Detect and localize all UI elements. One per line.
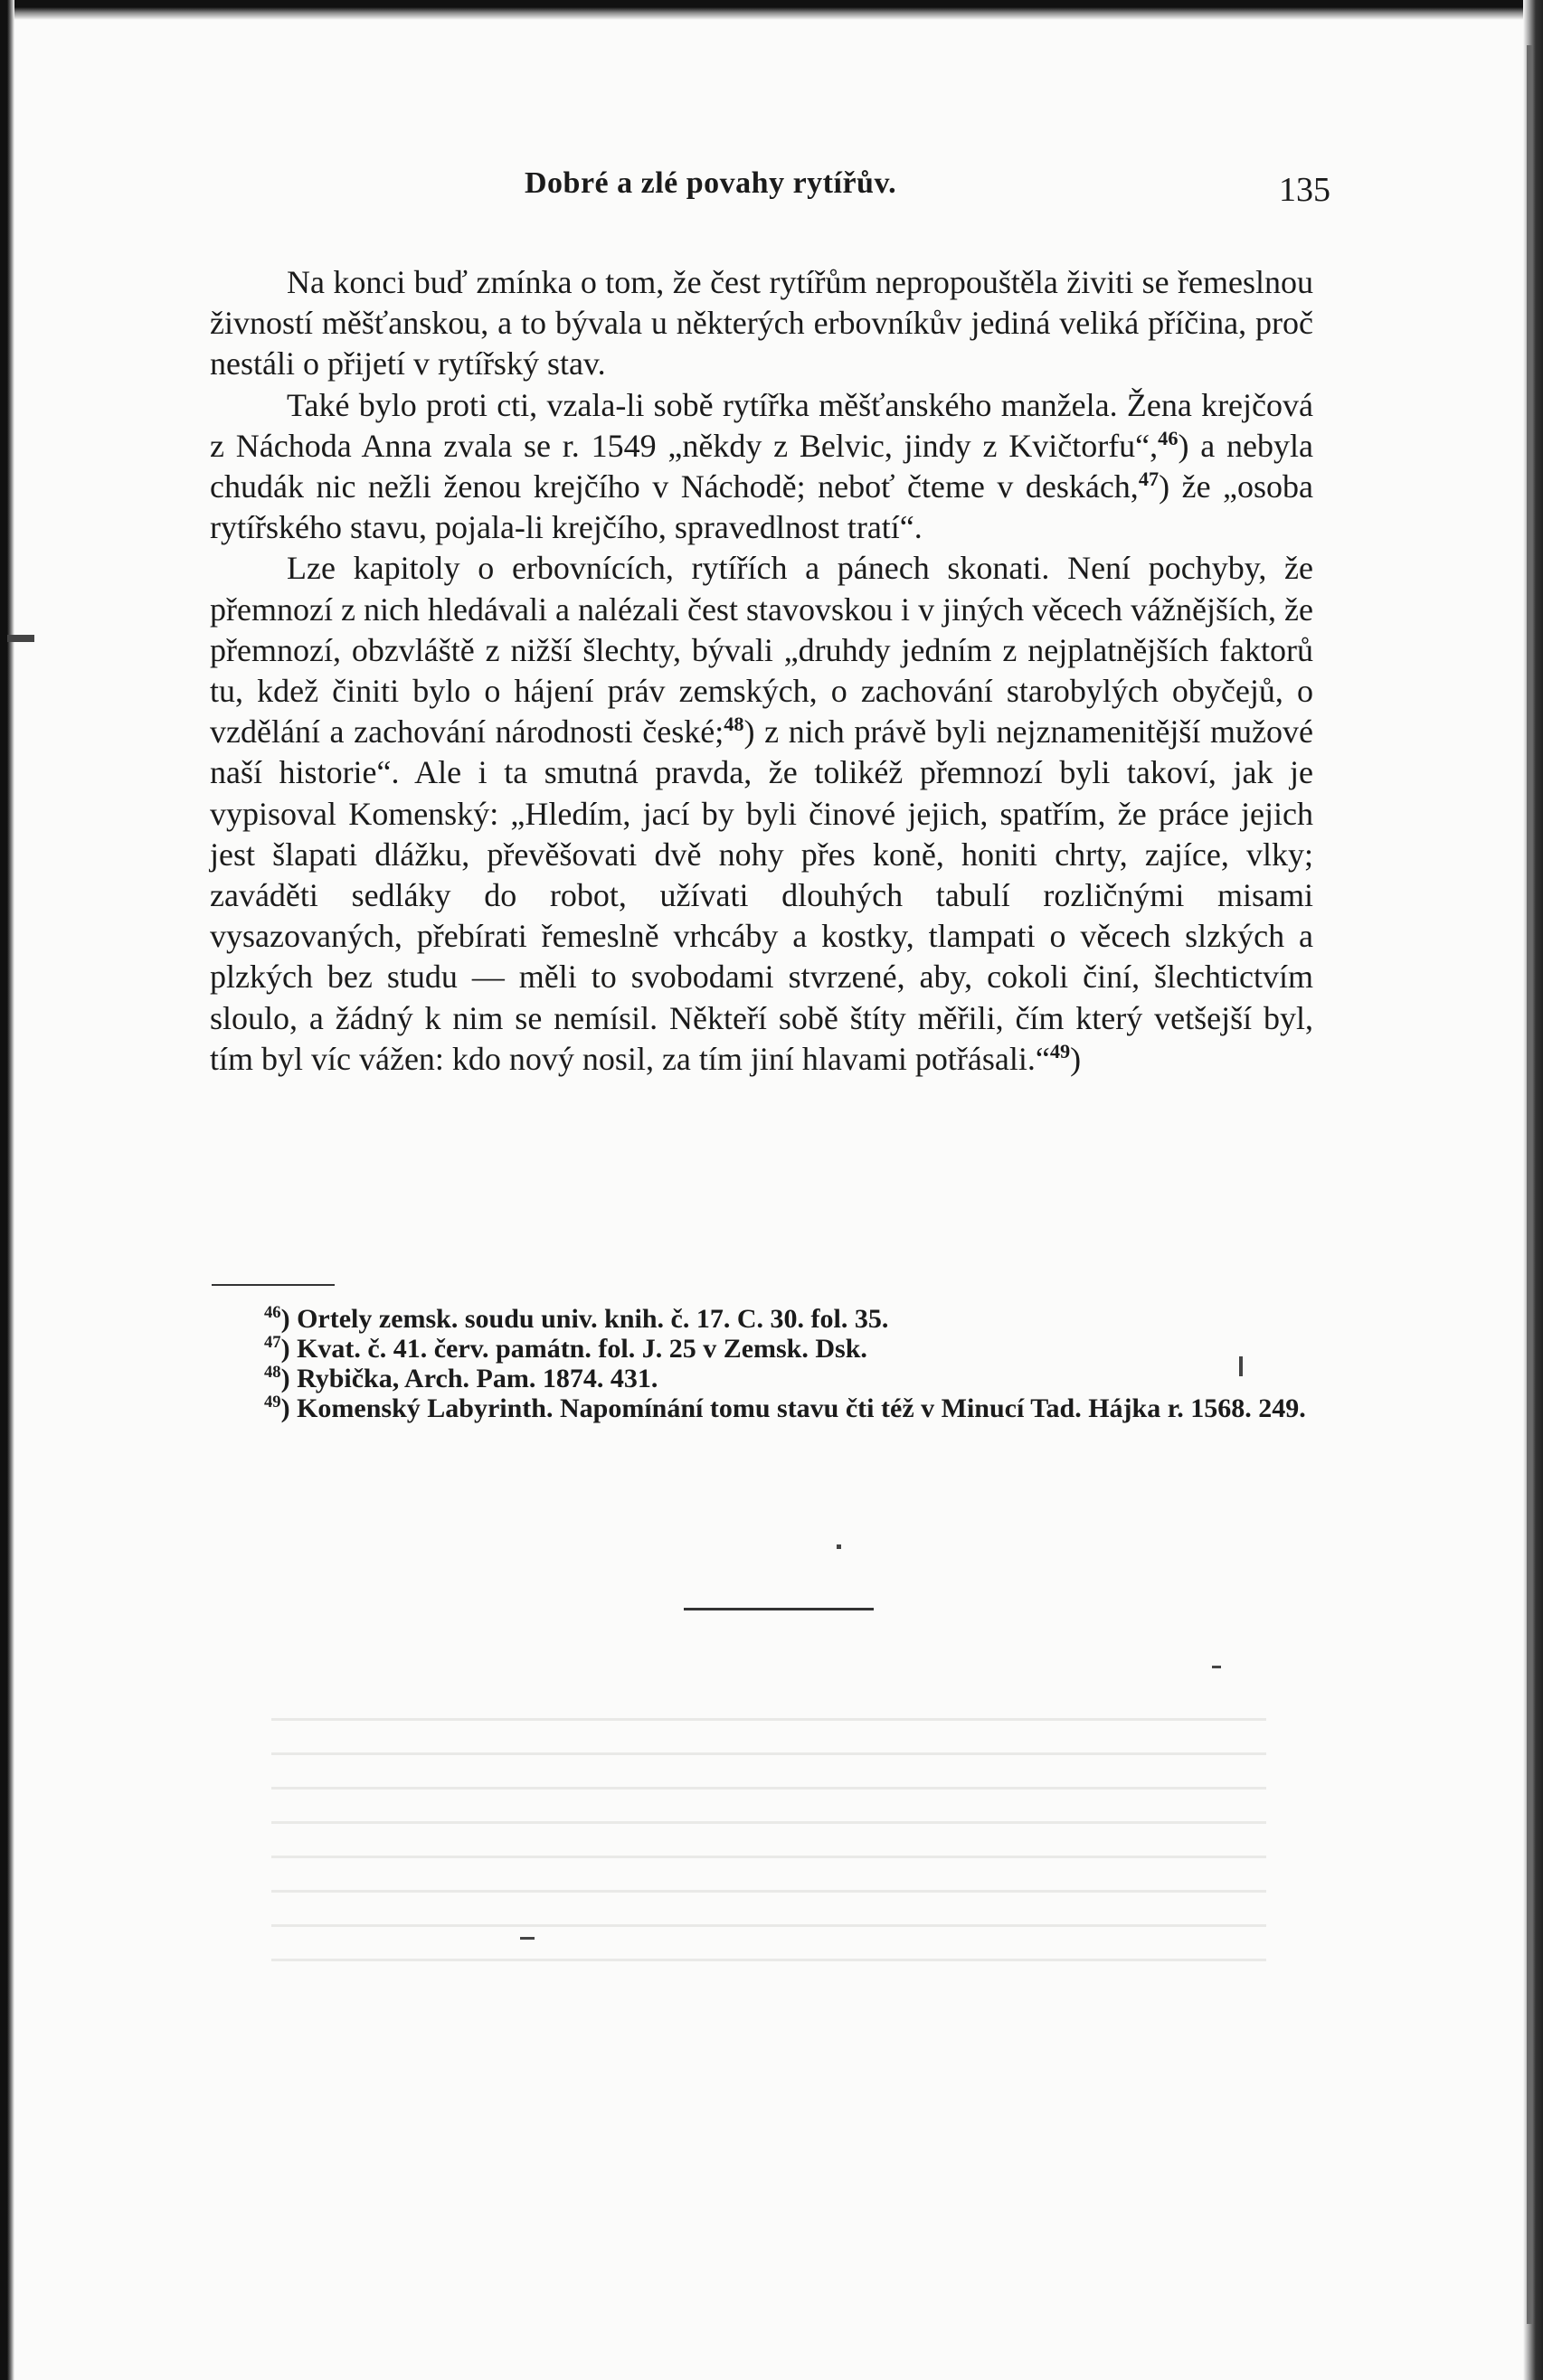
footnote-ref: 48 [724, 713, 744, 736]
end-rule [684, 1608, 874, 1610]
scan-edge-left [0, 0, 14, 2380]
footnote-marker: 48 [264, 1363, 281, 1382]
footnote-text: ) Rybička, Arch. Pam. 1874. 431. [280, 1364, 658, 1393]
page-number: 135 [1279, 171, 1330, 209]
paragraph-text: ) z nich právě byli nejznamenitější mužové naší historie“. Ale i ta smutná pravda, že tolikéž přemnozí byli takoví, jak je vypisoval Komenský: „Hledím, jací by byli činové jejich, spatřím, že práce jejich jest šlapati dlážku, převěšovati dvě nohy přes koně, honiti chrty, zajíce, vlky; zaváděti sedláky do robot, užívati dlouhých tabulí rozličnými misami vysazovaných, přebírati řemeslně vrhcáby a kostky, tlampati o věcech slzkých a plzkých bez studu — měli to svobodami stvrzené, aby, cokoli činí, šlechtictvím sloulo, a žádný k nim se nemísil. Někteří sobě štíty měřili, čím který vetšejší byl, tím byl víc vážen: kdo nový nosil, za tím jiní hlavami potřásali.“ [210, 713, 1313, 1077]
footnote-marker: 49 [264, 1393, 281, 1412]
main-text [210, 262, 1313, 1080]
footnote [210, 1334, 1313, 1364]
footnote [210, 1393, 1313, 1423]
scan-speck [7, 635, 34, 642]
footnote-marker: 47 [264, 1333, 281, 1352]
paragraph-text: Na konci buď zmínka o tom, že čest rytířům nepropouštěla živiti se řemeslnou živností měšťanskou, a to bývala u některých erbovníkův jediná veliká příčina, proč nestáli o přijetí v rytířský stav. [210, 264, 1313, 382]
footnote-text: ) Kvat. č. 41. červ. památn. fol. J. 25 v Zemsk. Dsk. [280, 1334, 867, 1364]
footnote-text: ) Komenský Labyrinth. Napomínání tomu stavu čti též v Minucí Tad. Hájka r. 1568. 249. [280, 1393, 1306, 1423]
paragraph [210, 262, 1313, 385]
scan-speck [1212, 1666, 1221, 1668]
scan-edge-right-shadow [1527, 45, 1532, 2324]
scan-edge-top [0, 0, 1543, 20]
scan-speck [520, 1937, 535, 1940]
footnote [210, 1304, 1313, 1334]
running-header-title: Dobré a zlé povahy rytířův. [525, 166, 897, 200]
scan-speck [1239, 1356, 1243, 1376]
paragraph [210, 385, 1313, 549]
bleed-through [271, 1718, 1266, 1989]
footnote [210, 1364, 1313, 1393]
footnote-separator [212, 1284, 335, 1286]
scan-speck [837, 1544, 841, 1549]
paragraph-text: ) [1070, 1040, 1082, 1077]
paragraph-text: Také bylo proti cti, vzala-li sobě rytířka měšťanského manžela. Žena krejčová z Náchoda Anna zvala se r. 1549 „někdy z Belvic, jindy z Kvičtorfu“, [210, 386, 1313, 464]
footnotes [210, 1304, 1313, 1423]
paragraph-text: Lze kapitoly o erbovnících, rytířích a pánech skonati. Není pochyby, že přemnozí z nich hledávali a nalézali čest stavovskou i v jiných věcech vážnějších, že přemnozí, obzvláště z nižší šlechty, bývali „druhdy jedním z nejplatnějších faktorů tu, kdež činiti bylo o hájení práv zemských, o zachování starobylých obyčejů, o vzdělání a zachování národnosti české; [210, 550, 1313, 751]
paragraph-text: ) že „osoba rytířského stavu, pojala-li krejčího, spravedlnost tratí“. [210, 468, 1314, 546]
footnote-marker: 46 [264, 1303, 281, 1322]
paragraph-text: ) a nebyla chudák nic nežli ženou krejčího v Náchodě; neboť čteme v deskách, [210, 427, 1313, 505]
footnote-ref: 49 [1049, 1039, 1071, 1062]
footnote-ref: 47 [1138, 468, 1160, 491]
footnote-text: ) Ortely zemsk. soudu univ. knih. č. 17. C. 30. fol. 35. [280, 1304, 889, 1334]
footnote-ref: 46 [1158, 426, 1179, 449]
paragraph [210, 548, 1313, 1080]
